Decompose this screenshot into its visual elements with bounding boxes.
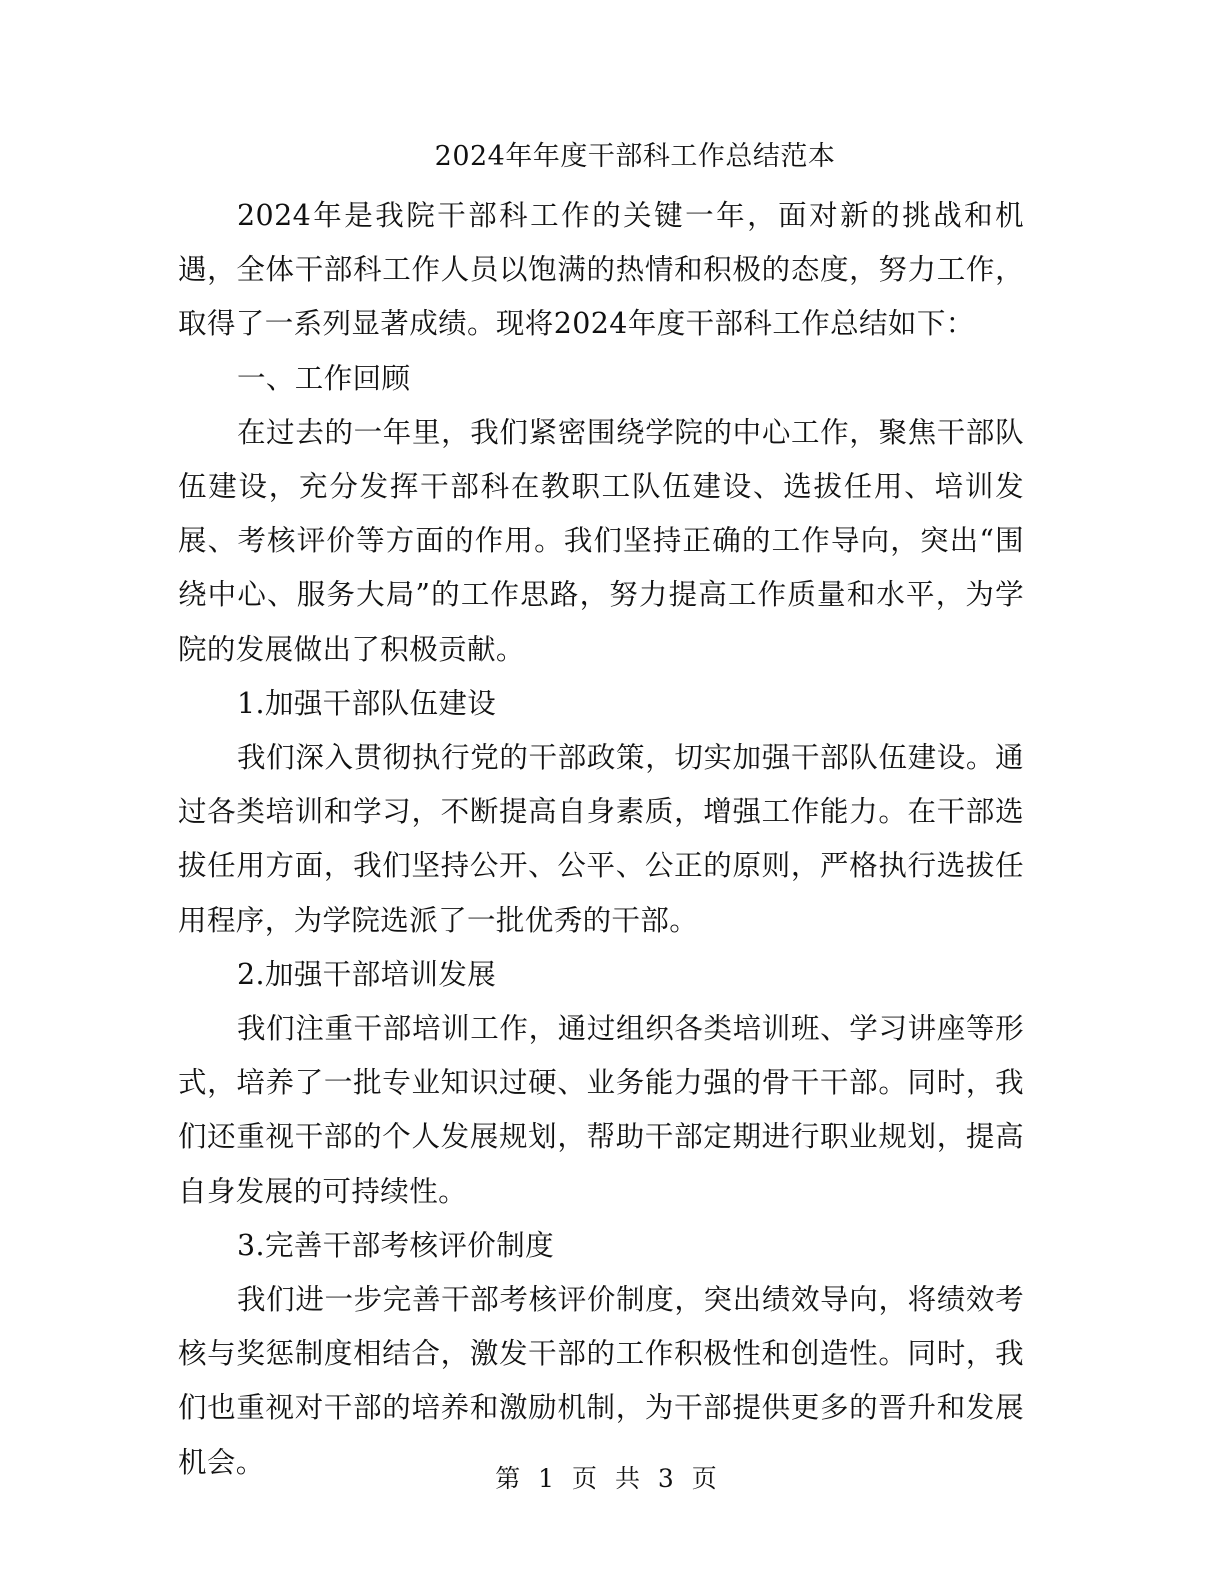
document-title: 2024年年度干部科工作总结范本	[434, 141, 836, 172]
team-building-paragraph: 我们深入贯彻执行党的干部政策，切实加强干部队伍建设。通过各类培训和学习，不断提高自身素质，增强工作能力。在干部选拔任用方面，我们坚持公开、公平、公正的原则，严格执行选拔任用程序，为学院选派了一批优秀的干部。	[178, 741, 1024, 937]
subheading-team-building: 1.加强干部队伍建设	[237, 686, 497, 720]
subheading-evaluation-system: 3.完善干部考核评价制度	[237, 1228, 554, 1262]
section-heading-work-review: 一、工作回顾	[237, 361, 411, 395]
work-review-paragraph: 在过去的一年里，我们紧密围绕学院的中心工作，聚焦干部队伍建设，充分发挥干部科在教职工队伍建设、选拔任用、培训发展、考核评价等方面的作用。我们坚持正确的工作导向，突出“围绕中心、服务大局”的工作思路，努力提高工作质量和水平，为学院的发展做出了积极贡献。	[178, 415, 1024, 666]
document-body	[178, 189, 1024, 1490]
evaluation-system-paragraph: 我们进一步完善干部考核评价制度，突出绩效导向，将绩效考核与奖惩制度相结合，激发干部的工作积极性和创造性。同时，我们也重视对干部的培养和激励机制，为干部提供更多的晋升和发展机会。	[178, 1283, 1024, 1479]
subheading-training-development: 2.加强干部培训发展	[237, 957, 497, 991]
page-number-footer: 第 1 页 共 3 页	[495, 1464, 717, 1493]
training-development-paragraph: 我们注重干部培训工作，通过组织各类培训班、学习讲座等形式，培养了一批专业知识过硬、业务能力强的骨干干部。同时，我们还重视干部的个人发展规划，帮助干部定期进行职业规划，提高自身发展的可持续性。	[178, 1012, 1024, 1208]
intro-paragraph: 2024年是我院干部科工作的关键一年，面对新的挑战和机遇，全体干部科工作人员以饱满的热情和积极的态度，努力工作，取得了一系列显著成绩。现将2024年度干部科工作总结如下：	[178, 199, 1024, 341]
